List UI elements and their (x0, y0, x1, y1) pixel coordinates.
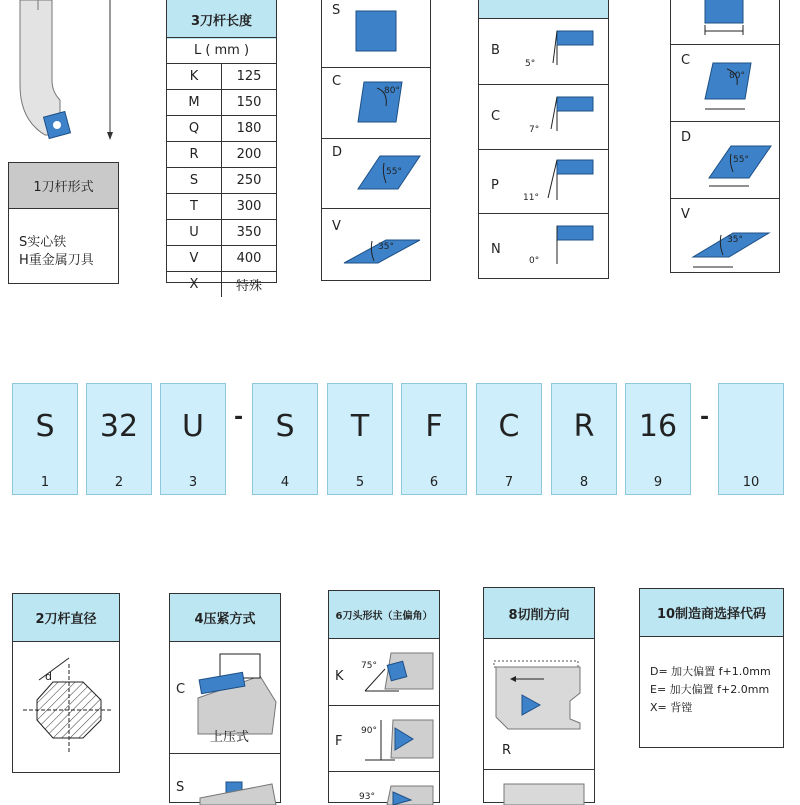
rhombus-55-insert-icon (322, 139, 432, 209)
screw-clamp-icon (170, 754, 282, 805)
list-item (671, 0, 779, 44)
list-item: V 35° (671, 198, 779, 274)
code-cell-9: 16 9 (625, 383, 691, 495)
table2-dim-label: d (45, 670, 52, 683)
table-row: U 350 (167, 220, 276, 246)
table3-unit-header: L ( mm ) (167, 38, 276, 64)
list-item: F 90° (329, 705, 439, 771)
table2-shank-diameter (12, 593, 120, 773)
code-cell-10: 10 (718, 383, 784, 495)
rhombus-80-insert-icon (322, 68, 432, 139)
square-insert-size-icon (671, 0, 781, 44)
clearance-7-icon (479, 85, 610, 150)
clearance-11-icon (479, 150, 610, 214)
head-93-icon (329, 772, 441, 805)
code-cell-8: R 8 (551, 383, 617, 495)
list-item: C 7° (479, 84, 608, 149)
table8-title: 8切削方向 (484, 588, 594, 639)
shank-cross-section-icon (13, 642, 121, 772)
list-item: N 0° (479, 213, 608, 280)
table10-line-3: X= 背镗 (650, 701, 693, 714)
list-item: C 80° (671, 44, 779, 121)
table-row: Q 180 (167, 116, 276, 142)
head-75-icon (329, 639, 441, 705)
table-row: M 150 (167, 90, 276, 116)
list-item: C 80° (322, 67, 430, 138)
list-item: P 11° (479, 149, 608, 213)
list-item: R (484, 639, 594, 769)
list-item: 93° (329, 771, 439, 804)
table10-title: 10制造商选择代码 (640, 589, 783, 637)
insert-shape-table (321, 0, 431, 281)
table1-shank-type (8, 162, 119, 284)
table1-title: 1刀杆形式 (9, 163, 118, 209)
clearance-angle-table (478, 0, 609, 279)
code-separator: - (234, 405, 244, 430)
table4-title: 4压紧方式 (170, 594, 280, 642)
table-row: X 特殊 (167, 272, 276, 298)
code-cell-6: F 6 (401, 383, 467, 495)
clearance-header (479, 0, 608, 19)
clearance-5-icon (479, 19, 610, 84)
code-cell-7: C 7 (476, 383, 542, 495)
table1-line-1: S实心铁 (19, 235, 67, 250)
table1-line-2: H重金属刀具 (19, 253, 94, 268)
code-cell-2: 32 2 (86, 383, 152, 495)
table3-shank-length (166, 0, 277, 294)
square-insert-icon (322, 0, 432, 67)
code-cell-5: T 5 (327, 383, 393, 495)
list-item: D 55° (671, 121, 779, 198)
list-item: C 上压式 (170, 642, 280, 753)
rhombus-35-insert-icon (322, 209, 432, 283)
rhombus-35-size-icon (671, 199, 781, 275)
code-cell-3: U 3 (160, 383, 226, 495)
list-item (484, 769, 594, 804)
code-separator: - (700, 405, 710, 430)
rhombus-80-size-icon (671, 45, 781, 122)
table6-title: 6刀头形状（主偏角） (329, 591, 439, 639)
list-item: V 35° (322, 208, 430, 282)
table3-length-table (167, 37, 276, 297)
clearance-0-icon (479, 214, 610, 281)
left-hand-cut-icon (484, 770, 596, 805)
boring-bar-drawing (0, 0, 120, 150)
table10-line-2: E= 加大偏置 f+2.0mm (650, 683, 770, 696)
list-item: B 5° (479, 19, 608, 84)
table-row: R 200 (167, 142, 276, 168)
code-cell-4: S 4 (252, 383, 318, 495)
list-item: S (170, 753, 280, 804)
right-hand-cut-icon (484, 639, 596, 769)
table6-head-shape (328, 590, 440, 803)
rhombus-55-size-icon (671, 122, 781, 199)
table3-title: 3刀杆长度 (167, 0, 276, 39)
head-90-icon (329, 706, 441, 772)
table8-cutting-direction (483, 587, 595, 803)
table4-clamping (169, 593, 281, 803)
table-row: K 125 (167, 64, 276, 90)
table-row: T 300 (167, 194, 276, 220)
table-row: V 400 (167, 246, 276, 272)
list-item: K 75° (329, 639, 439, 705)
table10-line-1: D= 加大偏置 f+1.0mm (650, 665, 771, 678)
code-cell-1: S 1 (12, 383, 78, 495)
insert-size-table (670, 0, 780, 273)
list-item: S (322, 0, 430, 67)
list-item: D 55° (322, 138, 430, 208)
table2-title: 2刀杆直径 (13, 594, 119, 642)
table-row: S 250 (167, 168, 276, 194)
table10-manufacturer-code (639, 588, 784, 748)
